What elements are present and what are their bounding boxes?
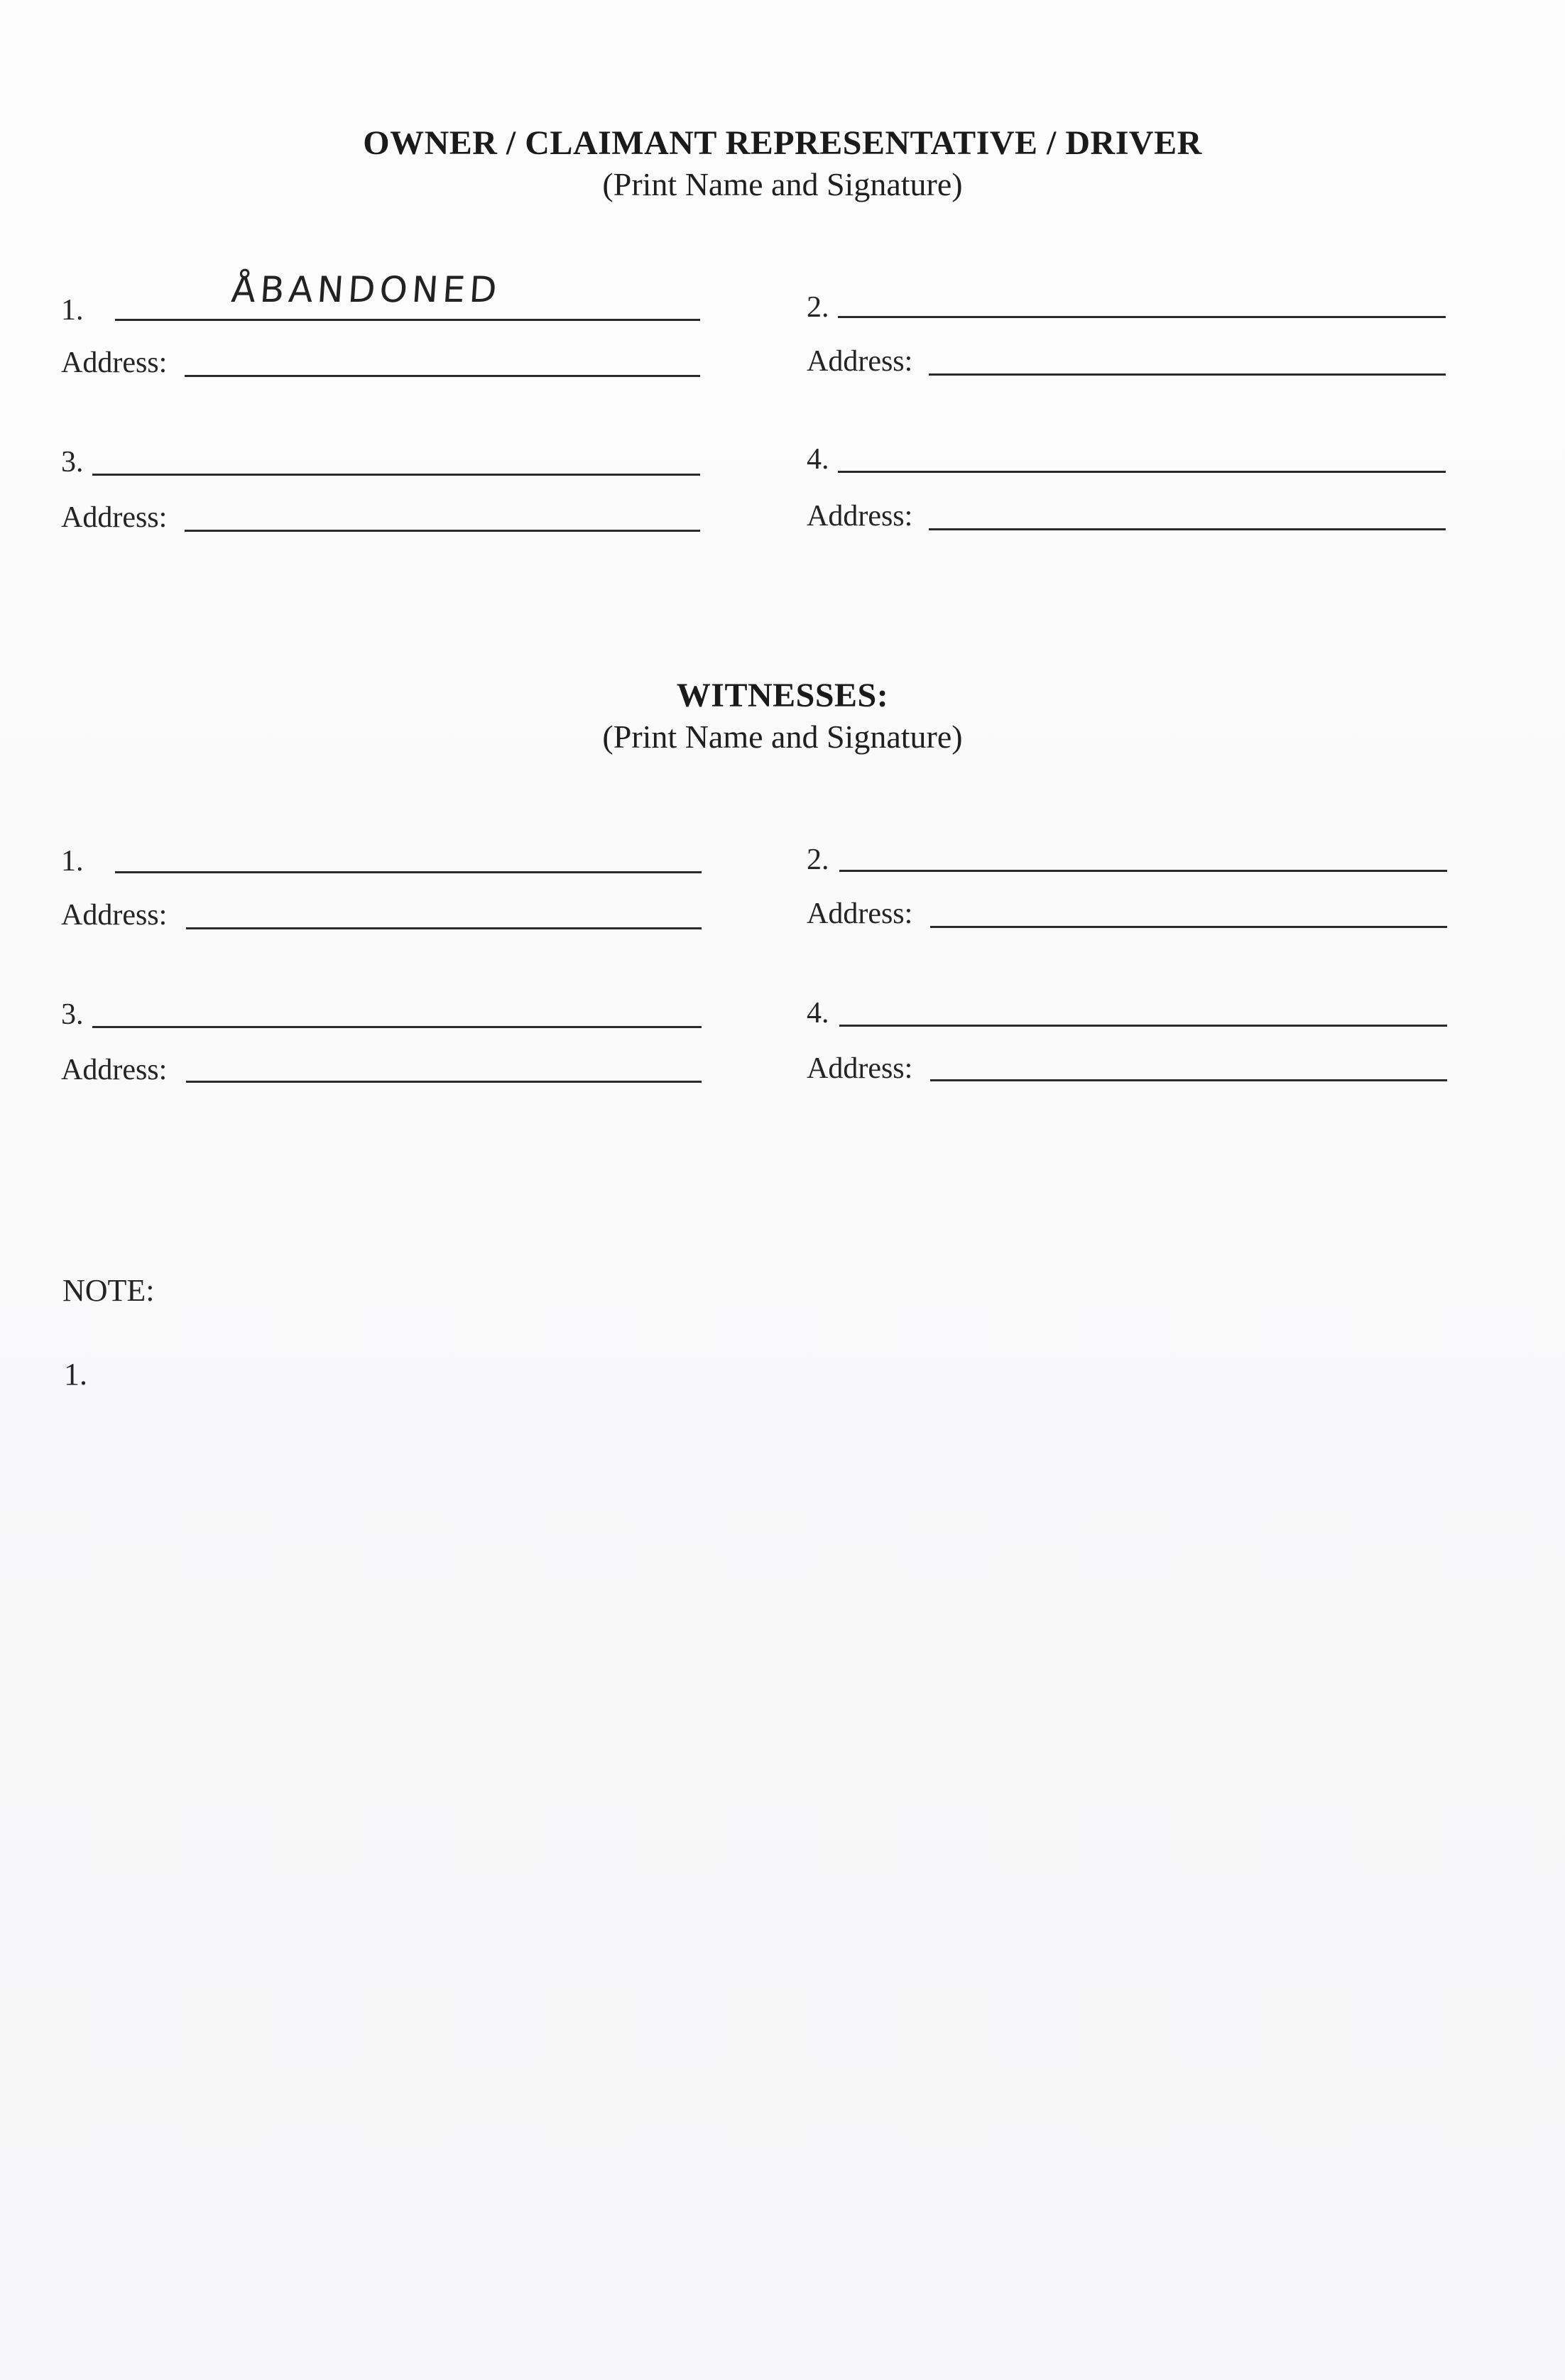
- witness-section-title: WITNESSES:: [676, 677, 889, 714]
- witness-entry-2-address-label: Address:: [807, 897, 913, 930]
- owner-entry-2-address-line[interactable]: [929, 373, 1446, 376]
- owner-entry-1-address-label: Address:: [61, 346, 168, 379]
- witness-entry-1-address-line[interactable]: [186, 927, 702, 929]
- witness-section-subtitle: (Print Name and Signature): [602, 719, 963, 755]
- witness-entry-2-address-line[interactable]: [930, 926, 1447, 928]
- owner-entry-3-number: 3.: [61, 446, 84, 479]
- owner-entry-4-number: 4.: [807, 443, 829, 476]
- owner-section-subtitle: (Print Name and Signature): [602, 166, 963, 202]
- owner-entry-4-name-line[interactable]: [838, 471, 1446, 473]
- witness-entry-3-number: 3.: [61, 998, 84, 1031]
- witness-entry-1-address-label: Address:: [61, 899, 168, 932]
- witness-entry-4-name-line[interactable]: [839, 1025, 1447, 1027]
- owner-entry-1-address-line[interactable]: [185, 375, 700, 377]
- owner-entry-3-address-line[interactable]: [185, 530, 700, 532]
- owner-section-title: OWNER / CLAIMANT REPRESENTATIVE / DRIVER: [363, 124, 1202, 162]
- witness-entry-4-address-label: Address:: [807, 1052, 913, 1085]
- owner-entry-2-name-line[interactable]: [838, 316, 1446, 318]
- note-item-1: 1.: [64, 1357, 87, 1392]
- witness-entry-3-name-line[interactable]: [92, 1026, 702, 1028]
- owner-entry-1-name-line[interactable]: [115, 319, 700, 321]
- owner-entry-1-handwritten-name: ÅBANDONED: [229, 269, 503, 310]
- owner-entry-2-number: 2.: [807, 291, 829, 324]
- witness-entry-1-number: 1.: [61, 845, 84, 878]
- owner-entry-4-address-line[interactable]: [929, 528, 1446, 530]
- witness-entry-3-address-line[interactable]: [186, 1081, 702, 1083]
- witness-entry-4-address-line[interactable]: [930, 1079, 1447, 1081]
- witness-entry-3-address-label: Address:: [61, 1054, 168, 1086]
- owner-entry-3-name-line[interactable]: [92, 474, 700, 476]
- owner-entry-4-address-label: Address:: [807, 500, 913, 533]
- witness-entry-2-name-line[interactable]: [839, 870, 1447, 872]
- witness-entry-2-number: 2.: [807, 844, 829, 876]
- owner-entry-1-number: 1.: [61, 294, 84, 327]
- owner-entry-2-address-label: Address:: [807, 345, 913, 378]
- note-label: NOTE:: [62, 1273, 155, 1308]
- owner-entry-3-address-label: Address:: [61, 501, 168, 534]
- witness-entry-1-name-line[interactable]: [115, 871, 702, 873]
- witness-entry-4-number: 4.: [807, 997, 829, 1030]
